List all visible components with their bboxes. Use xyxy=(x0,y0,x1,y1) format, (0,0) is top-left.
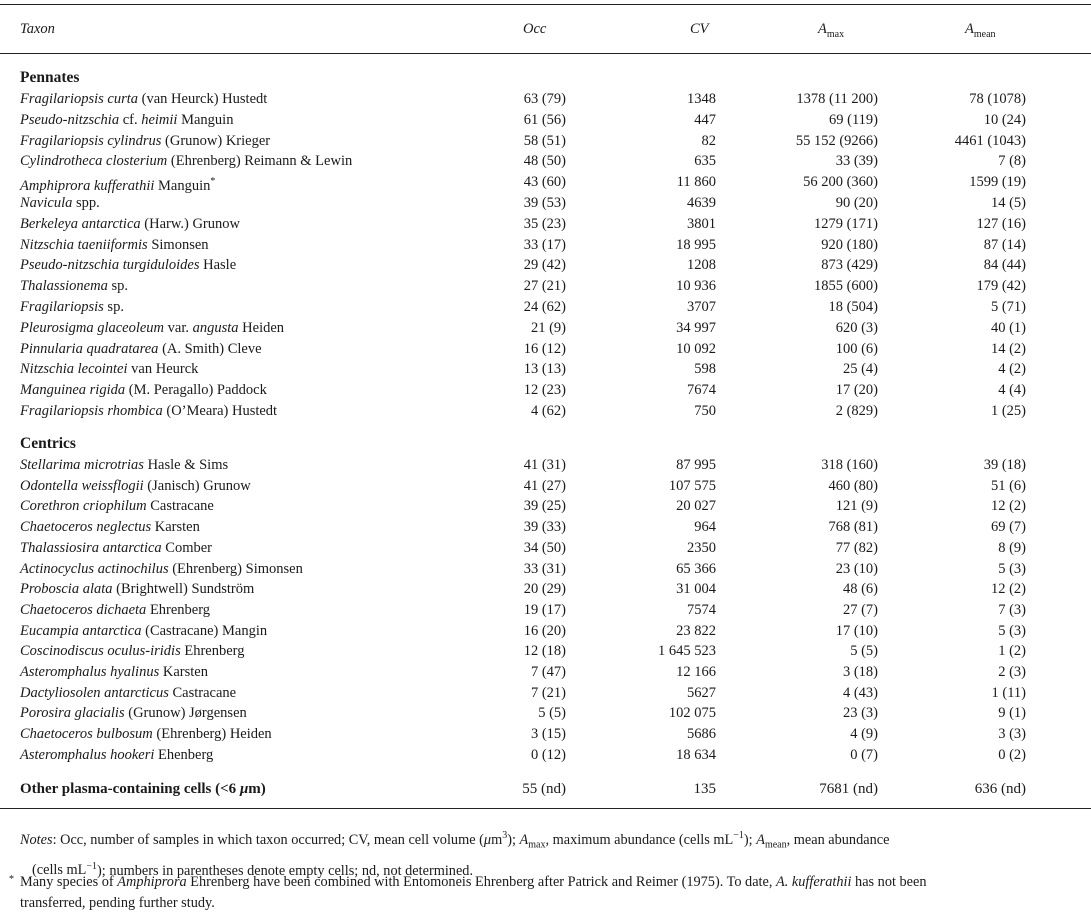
taxon-name: Actinocyclus actinochilus (Ehrenberg) Simonsen xyxy=(20,560,303,577)
occ-cell: 29 (42) xyxy=(523,257,566,274)
other-amean: 636 (nd) xyxy=(974,781,1026,797)
taxon-name: Stellarima microtrias Hasle & Sims xyxy=(20,457,229,473)
occ-cell: 16 (12) xyxy=(523,340,566,357)
amean-cell: 78 (1078) xyxy=(969,91,1026,107)
amax-cell: 3 (18) xyxy=(842,664,878,680)
taxon-name: Pseudo-nitzschia cf. heimii Manguin xyxy=(20,111,234,128)
occ-cell: 48 (50) xyxy=(523,153,566,170)
occ-cell: 24 (62) xyxy=(523,299,566,315)
table-notes: Notes: Occ, number of samples in which taxon occurred; CV, mean cell volume $(\mu m^3)$; $A_{max}$, maximum abundance (cells $mL^{-1}$); $A_{mean}$, mean abundance (cells $mL^{-1}$); numbers in parentheses denote empty cells; nd, not determined. xyxy=(20,830,890,879)
occ-cell: 43 (60) xyxy=(523,174,566,191)
amax-cell: 69 (119) xyxy=(829,111,878,128)
occ-cell: 12 (18) xyxy=(523,643,566,660)
occ-cell: 7 (21) xyxy=(530,684,566,701)
taxon-name: Pseudo-nitzschia turgiduloides Hasle xyxy=(20,257,237,274)
cv-cell: 5686 xyxy=(687,726,716,743)
table-row xyxy=(0,255,1091,275)
amax-cell: 27 (7) xyxy=(842,601,878,618)
cv-cell: 1 645 523 xyxy=(658,643,716,660)
occ-cell: 61 (56) xyxy=(523,111,566,128)
amean-cell: 5 (71) xyxy=(990,299,1026,315)
header-rule xyxy=(0,53,1091,54)
taxon-name: Berkeleya antarctica (Harw.) Grunow xyxy=(20,215,240,232)
amax-cell: 33 (39) xyxy=(835,153,878,170)
occ-cell: 12 (23) xyxy=(523,382,566,399)
cv-cell: 635 xyxy=(694,153,716,170)
table-row xyxy=(0,89,1091,109)
amean-cell: 12 (2) xyxy=(990,581,1026,598)
table-row xyxy=(0,641,1091,661)
cv-cell: 5627 xyxy=(687,684,716,701)
occ-cell: 39 (25) xyxy=(523,498,566,515)
amax-cell: 0 (7) xyxy=(850,746,878,763)
cv-cell: 7574 xyxy=(687,601,716,618)
amax-cell: 318 (160) xyxy=(821,457,878,473)
taxon-name: Chaetoceros dichaeta Ehrenberg xyxy=(20,601,211,618)
occ-cell: 41 (31) xyxy=(523,457,566,473)
occ-cell: 34 (50) xyxy=(523,539,566,556)
cv-cell: 7674 xyxy=(687,382,716,399)
amean-cell: 87 (14) xyxy=(983,236,1026,253)
amax-cell: 1378 (11 200) xyxy=(796,91,878,107)
table-row xyxy=(0,131,1091,151)
table-row xyxy=(0,235,1091,255)
amax-cell: 56 200 (360) xyxy=(803,174,878,191)
section-pennates: Pennates xyxy=(20,69,80,86)
table-row xyxy=(0,359,1091,379)
cv-cell: 10 936 xyxy=(676,278,716,295)
amean-cell: 127 (16) xyxy=(976,215,1026,232)
amax-cell: 920 (180) xyxy=(821,236,878,253)
taxon-name: Fragilariopsis cylindrus (Grunow) Krieger xyxy=(20,132,271,149)
taxon-name: Asteromphalus hookeri Ehenberg xyxy=(20,746,214,763)
cv-cell: 4639 xyxy=(687,195,716,211)
other-row xyxy=(0,779,1091,799)
amax-cell: 121 (9) xyxy=(835,498,878,515)
cv-cell: 87 995 xyxy=(676,457,716,473)
cv-cell: 107 575 xyxy=(668,477,716,494)
amean-cell: 12 (2) xyxy=(990,498,1026,515)
amean-cell: 7 (3) xyxy=(998,601,1026,618)
table-row xyxy=(0,172,1091,195)
table-row xyxy=(0,496,1091,516)
other-amax: 7681 (nd) xyxy=(819,781,878,797)
taxon-name: Amphiprora kufferathii Manguin* xyxy=(20,176,216,195)
amean-cell: 3 (3) xyxy=(998,726,1026,743)
table-row xyxy=(0,110,1091,130)
cv-cell: 102 075 xyxy=(668,705,716,722)
amax-cell: 460 (80) xyxy=(828,477,878,494)
amean-cell: 84 (44) xyxy=(983,257,1026,274)
taxon-name: Proboscia alata (Brightwell) Sundström xyxy=(20,581,255,598)
amean-cell: 1 (2) xyxy=(998,643,1026,660)
occ-cell: 33 (17) xyxy=(523,236,566,253)
cv-cell: 65 366 xyxy=(676,560,716,577)
amax-cell: 25 (4) xyxy=(842,361,878,378)
section-centrics: Centrics xyxy=(20,435,76,452)
amax-cell: 55 152 (9266) xyxy=(795,132,878,149)
occ-cell: 0 (12) xyxy=(530,746,566,763)
table-row xyxy=(0,297,1091,317)
occ-cell: 4 (62) xyxy=(530,403,566,419)
occ-cell: 5 (5) xyxy=(538,705,566,722)
taxon-name: Asteromphalus hyalinus Karsten xyxy=(20,664,208,680)
taxon-name: Odontella weissflogii (Janisch) Grunow xyxy=(20,477,251,494)
table-row xyxy=(0,559,1091,579)
amean-cell: 179 (42) xyxy=(976,278,1026,295)
amean-cell: 7 (8) xyxy=(998,153,1026,170)
amax-cell: 4 (43) xyxy=(842,684,878,701)
taxon-name: Porosira glacialis (Grunow) Jørgensen xyxy=(20,705,247,722)
amax-cell: 17 (10) xyxy=(835,622,878,639)
header-cv: CV xyxy=(690,21,709,37)
amax-cell: 100 (6) xyxy=(835,340,878,357)
taxon-name: Thalassionema sp. xyxy=(20,278,128,295)
taxon-name: Coscinodiscus oculus-iridis Ehrenberg xyxy=(20,643,245,660)
table-row xyxy=(0,745,1091,765)
amax-cell: 77 (82) xyxy=(835,539,878,556)
amean-cell: 14 (5) xyxy=(990,195,1026,211)
amean-cell: 1 (11) xyxy=(991,684,1026,701)
amax-cell: 768 (81) xyxy=(828,519,878,536)
cv-cell: 12 166 xyxy=(676,664,716,680)
table-row xyxy=(0,621,1091,641)
cv-cell: 750 xyxy=(694,403,716,419)
amax-cell: 620 (3) xyxy=(835,319,878,336)
occ-cell: 20 (29) xyxy=(523,581,566,598)
occ-cell: 7 (47) xyxy=(530,664,566,680)
occ-cell: 27 (21) xyxy=(523,278,566,295)
amax-cell: 23 (3) xyxy=(842,705,878,722)
table-row xyxy=(0,724,1091,744)
amax-cell: 90 (20) xyxy=(835,195,878,211)
header-occ: Occ xyxy=(523,21,547,37)
cv-cell: 2350 xyxy=(687,539,716,556)
cv-cell: 964 xyxy=(694,519,716,536)
table-row xyxy=(0,214,1091,234)
amean-cell: 14 (2) xyxy=(990,340,1026,357)
cv-cell: 82 xyxy=(701,132,716,149)
amean-cell: 8 (9) xyxy=(998,539,1026,556)
occ-cell: 39 (33) xyxy=(523,519,566,536)
amean-cell: 51 (6) xyxy=(990,477,1026,494)
taxon-name: Manguinea rigida (M. Peragallo) Paddock xyxy=(20,382,267,399)
table-row xyxy=(0,703,1091,723)
cv-cell: 34 997 xyxy=(676,319,716,336)
amax-cell: 2 (829) xyxy=(835,403,878,419)
occ-cell: 63 (79) xyxy=(523,91,566,107)
taxon-name: Cylindrotheca closterium (Ehrenberg) Reimann & Lewin xyxy=(20,153,353,170)
table-header xyxy=(0,19,1091,39)
taxon-name: Eucampia antarctica (Castracane) Mangin xyxy=(20,622,268,639)
amean-cell: 69 (7) xyxy=(990,519,1026,536)
header-amax: $A_{max}$ xyxy=(818,21,845,40)
taxon-name: Pleurosigma glaceoleum var. angusta Heiden xyxy=(20,319,285,336)
amean-cell: 5 (3) xyxy=(998,622,1026,639)
taxon-name: Fragilariopsis sp. xyxy=(20,299,124,315)
cv-cell: 3707 xyxy=(687,299,716,315)
cv-cell: 18 634 xyxy=(676,746,716,763)
amean-cell: 4 (4) xyxy=(998,382,1026,399)
cv-cell: 11 860 xyxy=(676,174,716,191)
table-row xyxy=(0,683,1091,703)
taxon-name: Chaetoceros neglectus Karsten xyxy=(20,519,200,536)
occ-cell: 19 (17) xyxy=(523,601,566,618)
table-row xyxy=(0,600,1091,620)
occ-cell: 41 (27) xyxy=(523,477,566,494)
taxon-name: Nitzschia taeniiformis Simonsen xyxy=(20,236,209,253)
amean-cell: 4 (2) xyxy=(998,361,1026,378)
occ-cell: 16 (20) xyxy=(523,622,566,639)
cv-cell: 20 027 xyxy=(676,498,716,515)
table-footnote: * Many species of Amphiprora Ehrenberg have been combined with Entomoneis Ehrenberg after Patrick and Reimer (1975). To date, A. kufferathii has not been transferred, pending further study. xyxy=(9,874,927,911)
table-row xyxy=(0,380,1091,400)
amax-cell: 4 (9) xyxy=(850,726,878,743)
taxon-name: Fragilariopsis rhombica (O’Meara) Hustedt xyxy=(20,403,278,419)
header-taxon: Taxon xyxy=(20,21,55,37)
top-rule xyxy=(0,4,1091,5)
taxon-name: Pinnularia quadratarea (A. Smith) Cleve xyxy=(20,340,262,357)
table-row xyxy=(0,517,1091,537)
amax-cell: 1855 (600) xyxy=(813,278,878,295)
amean-cell: 5 (3) xyxy=(998,560,1026,577)
amean-cell: 40 (1) xyxy=(990,319,1026,336)
amean-cell: 1599 (19) xyxy=(969,174,1026,191)
amean-cell: 2 (3) xyxy=(998,664,1026,680)
taxon-name: Fragilariopsis curta (van Heurck) Hustedt xyxy=(20,91,268,107)
occ-cell: 39 (53) xyxy=(523,195,566,211)
amean-cell: 1 (25) xyxy=(990,403,1026,419)
table-row xyxy=(0,193,1091,213)
taxon-name: Dactyliosolen antarcticus Castracane xyxy=(20,684,237,701)
table-row xyxy=(0,455,1091,475)
cv-cell: 10 092 xyxy=(676,340,716,357)
bottom-rule xyxy=(0,808,1091,809)
amax-cell: 1279 (171) xyxy=(813,215,878,232)
occ-cell: 3 (15) xyxy=(530,726,566,743)
table-row xyxy=(0,276,1091,296)
other-label: Other plasma-containing cells (<6 μm) xyxy=(20,781,266,797)
amax-cell: 5 (5) xyxy=(850,643,878,660)
cv-cell: 18 995 xyxy=(676,236,716,253)
taxon-name: Corethron criophilum Castracane xyxy=(20,498,214,515)
cv-cell: 1208 xyxy=(687,257,716,274)
table-row xyxy=(0,401,1091,421)
cv-cell: 598 xyxy=(694,361,716,378)
table-row xyxy=(0,476,1091,496)
amean-cell: 4461 (1043) xyxy=(954,132,1026,149)
amean-cell: 10 (24) xyxy=(983,111,1026,128)
taxon-name: Chaetoceros bulbosum (Ehrenberg) Heiden xyxy=(20,726,272,743)
cv-cell: 1348 xyxy=(687,91,716,107)
amean-cell: 39 (18) xyxy=(983,457,1026,473)
amax-cell: 873 (429) xyxy=(821,257,878,274)
cv-cell: 3801 xyxy=(687,215,716,232)
header-amean: $A_{mean}$ xyxy=(965,21,996,40)
amax-cell: 17 (20) xyxy=(835,382,878,399)
table-row xyxy=(0,538,1091,558)
cv-cell: 447 xyxy=(694,111,716,128)
occ-cell: 35 (23) xyxy=(523,215,566,232)
table-row xyxy=(0,318,1091,338)
taxon-name: Nitzschia lecointei van Heurck xyxy=(20,361,199,378)
amax-cell: 48 (6) xyxy=(842,581,878,598)
amax-cell: 23 (10) xyxy=(835,560,878,577)
table-row xyxy=(0,662,1091,682)
taxon-name: Navicula spp. xyxy=(20,195,100,211)
occ-cell: 21 (9) xyxy=(530,319,566,336)
amax-cell: 18 (504) xyxy=(828,299,878,315)
cv-cell: 31 004 xyxy=(676,581,716,598)
other-occ: 55 (nd) xyxy=(522,781,566,797)
occ-cell: 33 (31) xyxy=(523,560,566,577)
table-row xyxy=(0,339,1091,359)
table-row xyxy=(0,579,1091,599)
occ-cell: 13 (13) xyxy=(523,361,566,378)
other-cv: 135 xyxy=(693,781,716,797)
table-row xyxy=(0,151,1091,171)
amean-cell: 9 (1) xyxy=(998,705,1026,722)
occ-cell: 58 (51) xyxy=(523,132,566,149)
taxon-name: Thalassiosira antarctica Comber xyxy=(20,539,213,556)
amean-cell: 0 (2) xyxy=(998,746,1026,763)
cv-cell: 23 822 xyxy=(676,622,716,639)
